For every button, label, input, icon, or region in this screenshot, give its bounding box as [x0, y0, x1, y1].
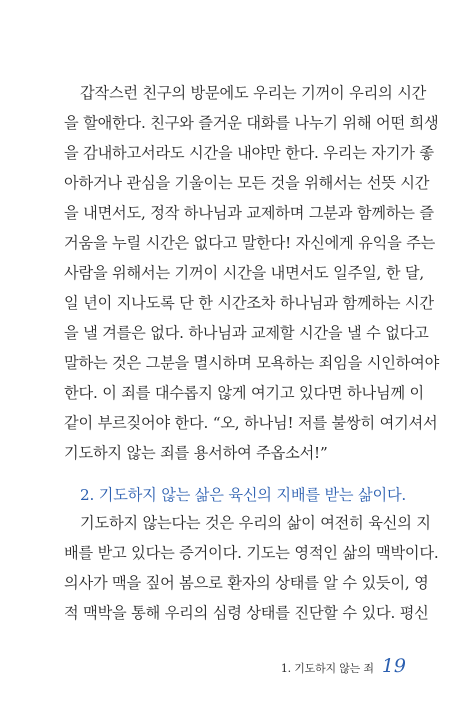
text-line: 을 할애한다. 친구와 즐거운 대화를 나누기 위해 어떤 희생	[64, 114, 439, 132]
text-line: 사람을 위해서는 기꺼이 시간을 내면서도 일주일, 한 달,	[64, 264, 425, 282]
text-line: 갑작스런 친구의 방문에도 우리는 기꺼이 우리의 시간	[80, 84, 427, 102]
text-line: 거움을 누릴 시간은 없다고 말한다! 자신에게 유익을 주는	[64, 234, 436, 252]
body-paragraph	[64, 508, 439, 628]
text-line: 배를 받고 있다는 증거이다. 기도는 영적인 삶의 맥박이다.	[64, 544, 439, 562]
text-line: 적 맥박을 통해 우리의 심령 상태를 진단할 수 있다. 평신	[64, 604, 429, 622]
text-line: 을 낼 겨를은 없다. 하나님과 교제할 시간을 낼 수 없다고	[64, 324, 429, 342]
running-chapter-title: 1. 기도하지 않는 죄	[280, 662, 374, 675]
text-line: 기도하지 않는 죄를 용서하여 주옵소서!”	[64, 444, 328, 462]
text-line: 일 년이 지나도록 단 한 시간조차 하나님과 함께하는 시간	[64, 294, 434, 312]
text-line: 말하는 것은 그분을 멸시하며 모욕하는 죄임을 시인하여야	[64, 354, 440, 372]
text-line: 기도하지 않는다는 것은 우리의 삶이 여전히 육신의 지	[80, 514, 431, 532]
text-line: 의사가 맥을 짚어 봄으로 환자의 상태를 알 수 있듯이, 영	[64, 574, 429, 592]
page-footer	[281, 655, 406, 677]
body-paragraph	[64, 78, 440, 468]
text-line: 을 내면서도, 정작 하나님과 교제하며 그분과 함께하는 즐	[64, 204, 434, 222]
text-line: 한다. 이 죄를 대수롭지 않게 여기고 있다면 하나님께 이	[64, 384, 425, 402]
text-line: 아하거나 관심을 기울이는 모든 것을 위해서는 선뜻 시간	[64, 174, 430, 192]
text-line: 같이 부르짖어야 한다. “오, 하나님! 저를 불쌍히 여기셔서	[64, 414, 438, 432]
text-line: 을 감내하고서라도 시간을 내야만 한다. 우리는 자기가 좋	[64, 144, 434, 162]
page-number: 19	[381, 655, 406, 677]
section-heading: 2. 기도하지 않는 삶은 육신의 지배를 받는 삶이다.	[80, 486, 407, 504]
